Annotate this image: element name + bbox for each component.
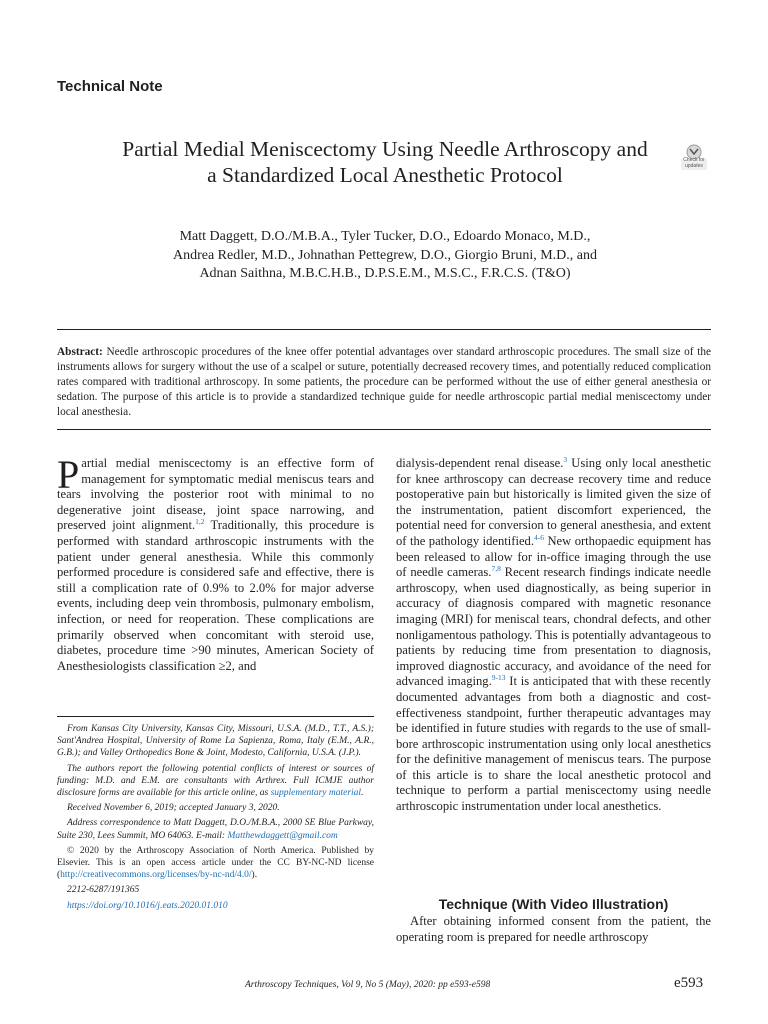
- abstract-label: Abstract:: [57, 346, 103, 358]
- reference-link[interactable]: 3: [563, 455, 568, 464]
- journal-citation: Arthroscopy Techniques, Vol 9, No 5 (May), 2020: pp e593-e598: [245, 980, 491, 990]
- address-text: Address correspondence to Matt Daggett, D.O./M.B.A., 2000 SE Blue Parkway, Suite 230, Lees Summit, MO 64063. E-mail:: [57, 818, 374, 841]
- body-text: Using only local anesthetic for knee arthroscopy can decrease recovery time and reduce postoperative pain but historically is limited given the size of the instrumentation, patient discomfort experienced, the potential need for conversion to general anesthesia, and extent of the pathology identified.: [396, 456, 711, 548]
- copyright-end: ).: [251, 870, 258, 881]
- body-text: Recent research findings indicate needle arthroscopy, when used diagnostically, as being superior in accuracy of diagnosis compared with magnetic resonance imaging (MRI) for meniscal tears, chondral defects, and other nonligamentous pathology. This is potentially advantageous to patients by reducing time from presentation to diagnosis, improved diagnostic accuracy, and avoidance of the need for advanced imaging.: [396, 565, 711, 689]
- affiliations: From Kansas City University, Kansas City, Missouri, U.S.A. (M.D., T.T., A.S.); Sant'Andrea Hospital, University of Rome La Sapienza, Roma, Italy (E.M., A.R., G.B.); and Valley Orthopedics Bone & Joint, Modesto, California, U.S.A. (J.P.).: [57, 724, 374, 759]
- doi: [57, 900, 374, 912]
- body-text: Traditionally, this procedure is performed with standard arthroscopic instruments with the patient under general anesthesia. While this commonly performed procedure is considered safe and effective, there is still a complication rate of 0.9% to 2.0% for major adverse events, including deep vein thrombosis, pulmonary embolism, infection, or need for reoperation. These complications are primarily observed when concomitant with steroid use, diabetes, procedure time >90 minutes, American Society of Anesthesiologists classification ≥2, and: [57, 518, 374, 673]
- badge-label-line1: Check for: [683, 157, 705, 163]
- copyright-notice: [57, 845, 374, 882]
- body-text: dialysis-dependent renal disease.: [396, 456, 564, 470]
- body-column-left: [57, 452, 374, 674]
- badge-label: [676, 158, 712, 169]
- abstract: [57, 345, 711, 420]
- reference-link[interactable]: 1,2: [195, 517, 205, 527]
- section-heading: Technique (With Video Illustration): [438, 896, 669, 912]
- body-text: artial medial meniscectomy is an effective form of management for symptomatic medial meniscus tears and tears involving the posterior root with minimal to no degenerative joint disease, joint space narrowing, and preserved joint alignment.: [57, 456, 374, 533]
- abstract-top-rule: [57, 329, 711, 330]
- dropcap-letter: P: [57, 452, 80, 497]
- abstract-text: Needle arthroscopic procedures of the knee offer potential advantages over standard arthroscopic procedures. The small size of the instruments allows for surgery without the use of a scalpel or suture, potentially decreased recovery times, and potentially reduced complication rates compared with traditional arthroscopy. In some patients, the procedure can be performed without the use of either general anesthesia or sedation. The purpose of this article is to provide a standardized technique guide for needle arthroscopic partial medial meniscectomy under local anesthesia.: [57, 346, 711, 418]
- issn: 2212-6287/191365: [67, 885, 140, 896]
- body-text: It is anticipated that with these recently documented advantages from both a diagnostic and cost-effectiveness standpoint, further therapeutic advantages may be identified in future studies with regards to the use of small-bore arthroscopic instrumentation using only local anesthetics for the definitive management of meniscus tears. The purpose of this article is to share the local anesthetic protocol and technique to perform a partial meniscectomy using needle arthroscopic instrumentation under local anesthetics.: [396, 674, 711, 814]
- supplementary-material-link[interactable]: supplementary material: [270, 788, 362, 799]
- reference-link[interactable]: 9-13: [491, 673, 506, 683]
- reference-link[interactable]: 4-6: [534, 532, 545, 542]
- correspondence-address: [57, 817, 374, 841]
- page-number: e593: [674, 975, 704, 991]
- authors-line: Adnan Saithna, M.B.C.H.B., D.P.S.E.M., M.S.C., F.R.C.S. (T&O): [199, 266, 571, 281]
- badge-label-line2: updates: [685, 162, 703, 169]
- doi-link[interactable]: https://doi.org/10.1016/j.eats.2020.01.010: [67, 900, 228, 911]
- authors-line: Matt Daggett, D.O./M.B.A., Tyler Tucker, D.O., Edoardo Monaco, M.D.,: [179, 229, 591, 244]
- coi-text: The authors report the following potential conflicts of interest or sources of funding: M.D. and E.M. are consultants with Arthrex. Full ICMJE author disclosure forms are available for this article online, as: [57, 763, 374, 799]
- technique-text: After obtaining informed consent from the patient, the operating room is prepared for needle arthroscopy: [396, 914, 711, 944]
- author-list: [100, 228, 670, 284]
- conflict-of-interest: [57, 763, 374, 800]
- email-link[interactable]: Matthewdaggett@gmail.com: [227, 830, 338, 841]
- license-link[interactable]: http://creativecommons.org/licenses/by-nc-nd/4.0/: [60, 870, 252, 881]
- reference-link[interactable]: 7,8: [491, 564, 501, 574]
- received-dates: Received November 6, 2019; accepted January 3, 2020.: [67, 803, 280, 814]
- copyright-text: © 2020 by the Arthroscopy Association of North America. Published by Elsevier. This is an open access article under the CC BY-NC-ND license (: [57, 845, 374, 881]
- coi-end: .: [361, 788, 364, 799]
- article-title: Partial Medial Meniscectomy Using Needle Arthroscopy and a Standardized Local Anesthetic Protocol: [122, 137, 648, 187]
- body-text: New orthopaedic equipment has been released to allow for in-office imaging through the use of needle cameras.: [396, 533, 711, 580]
- body-column-right: [396, 456, 711, 815]
- abstract-bottom-rule: [57, 429, 711, 430]
- article-footnote: [57, 716, 374, 915]
- authors-line: Andrea Redler, M.D., Johnathan Pettegrew, D.O., Giorgio Bruni, M.D., and: [172, 247, 598, 263]
- article-type-label: Technical Note: [57, 78, 163, 95]
